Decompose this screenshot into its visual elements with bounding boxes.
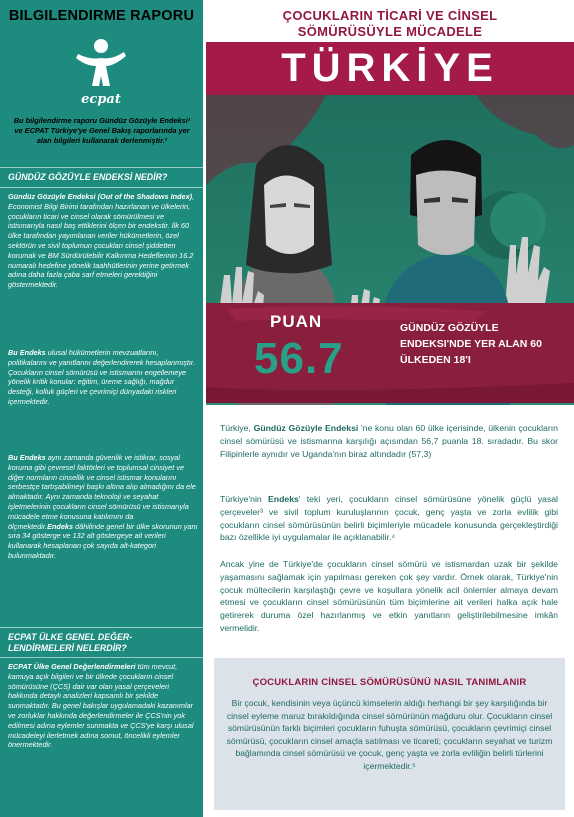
main-p1-b: 'ne konu olan 60 ülke içerisinde, ülkenin çocukların cinsel sömürüsü ve istismarına karşılığı açısından 56,7 puanla 18. sıradadır. Bu skor Filipinlerle aynıdır ve Uganda'nın biraz altındadır (57,3) <box>220 423 559 459</box>
section1-p1-bold: Gündüz Gözüyle Endeksi (Out of the Shadows Index) <box>8 192 193 201</box>
section1-p3-text-2: dâhilinde genel bir ülke skorunun yanı sıra 34 gösterge ve 132 alt göstergeye ait verileri kullanarak hesaplanan çok sayıda alt-kategori bulunmaktadır. <box>8 521 198 560</box>
section2-p1-text: tüm mevcut, kamuya açık bilgileri ve bir ülkede çocukların cinsel sömürüsüne (ÇCS) dair var olan yasal çerçeveleri hakkında detaylı analizleri kapsamlı bir şekilde sunmaktadır. Bu genel bakışlar uygulamadaki kazanımlar ve zorluklar hakkında değerlendirmeler ile ÇCS'nin yok edilmesi adına eylemler sunmakta ve ÇCS'ye karşı ulusal mücadeleyi ilerletmek adına somut, öncelikli eylemler önermektedir. <box>8 662 194 750</box>
main-p2-a: Türkiye'nin <box>220 494 268 504</box>
sidebar-divider <box>0 187 203 188</box>
section1-paragraph-2 <box>8 348 198 407</box>
score-ranking-note: GÜNDÜZ GÖZÜYLE ENDEKSI'NDE YER ALAN 60 ÜLKEDEN 18'I <box>400 322 542 366</box>
sidebar-intro: Bu bilgilendirme raporu Gündüz Gözüyle Endeksi¹ ve ECPAT Türkiye'ye Genel Bakış raporlarında yer alan bilgileri kullanarak derlenmiştir.² <box>13 116 191 145</box>
section2-p1-bold: ECPAT Ülke Genel Değerlendirmeleri <box>8 662 136 671</box>
report-label: BILGILENDIRME RAPORU <box>8 8 195 24</box>
main-p2-bold: Endeks <box>267 494 299 504</box>
sidebar-divider <box>0 167 203 168</box>
section1-p2-text: ulusal hükümetlerin mevzuatlarını, politikalarını ve yanıtlarını değerlendirerek hesaplanmıştır. Çocukların cinsel sömürüsü ve istismarını engellemeye yönelik kritik konular: eğitim, üreme sağlığı, mağdur desteği, kolluk güçleri ve çevrimiçi dünyadaki riskleri içermektedir. <box>8 348 196 406</box>
sidebar-divider <box>0 657 203 658</box>
score-label: PUAN <box>270 312 323 331</box>
main-p1-a: Türkiye, <box>220 423 254 433</box>
main-p1-bold: Gündüz Gözüyle Endeksi <box>253 423 359 433</box>
section2-paragraph-1 <box>8 662 198 750</box>
sidebar-divider <box>0 627 203 628</box>
section1-heading: GÜNDÜZ GÖZÜYLE ENDEKSİ NEDİR? <box>8 172 168 182</box>
title-line-2: SÖMÜRÜSÜYLE MÜCADELE <box>297 24 483 39</box>
section2-heading: ECPAT ÜLKE GENEL DEĞER-LENDİRMELERİ NELERDİR? <box>8 632 133 653</box>
section1-p3-bold: Bu Endeks <box>8 453 46 462</box>
section1-p2-bold: Bu Endeks <box>8 348 46 357</box>
definition-body: Bir çocuk, kendisinin veya üçüncü kimselerin aldığı herhangi bir şey karşılığında bir cinsel eyleme maruz bırakıldığında cinsel sömürünün mağduru olur. Çocukların cinsel sömürüsünün farklı biçimleri çocukların fuhuşta sömürüsü, çocukların çevrimiçi cinsel sömürüsü, çocukların cinsel amaçla satılması ve ticareti; çocukların seyahat ve turizm bağlamında cinsel sömürüsü ve çocuk, genç yaşta ve zorla evliliğin belirli türlerini içermektedir.⁵ <box>226 698 553 771</box>
main-paragraph-3: Ancak yine de Türkiye'de çocukların cinsel sömürü ve istismardan uzak bir şekilde yaşamasını sağlamak için yapılması gereken çok şey vardır. Örnek olarak, Türkiye'nin çocuk mültecilerin karşılaştığı çevre ve koşullara yönelik acil önlemler almaya devam etmesi ve çocukların cinsel sömürüsünün tüm biçimlerine ait verileri halka açık hale getirerek duruma özel hazırlanmış ve etkin yanıtların geliştirilebilmesine imkân vermelidir. <box>220 559 558 633</box>
score-value: 56.7 <box>254 334 344 383</box>
section1-p1-text: , Economist Bilgi Birimi tarafından hazırlanan ve ülkelerin, çocukların ticari ve cinsel olarak sömürülmesi ve istismarıyla nasıl baş ettiklerini ölçen bir endekstir. İlk 60 ülke tarafından yayımlanan veriler hükümetlerin, özel sektörün ve sivil toplumun çocukları cinsel şiddetten korumak ve BM Sürdürülebilir Kalkınma Hedeflerinin 16.2 numaralı hedefine yönelik taahhütlerinin yerine getirmek adına daha fazla çaba sarf etmeleri gerektiğini göstermektedir. <box>8 192 195 290</box>
page-title <box>206 8 574 40</box>
section1-p3-bold-2: Endeks <box>47 521 74 531</box>
definition-title: ÇOCUKLARIN CİNSEL SÖMÜRÜSÜNÜ NASIL TANIMLANIR <box>252 677 527 688</box>
title-line-1: ÇOCUKLARIN TİCARİ VE CİNSEL <box>282 8 498 23</box>
section1-paragraph-3 <box>8 453 198 561</box>
ecpat-logo-text: ecpat <box>81 92 121 107</box>
section1-p3-text: aynı zamanda güvenlik ve istikrar, sosyal koruma gibi çevresel faktörleri ve toplumsal cinsiyet ve diğer normların cinsellik ve cinsel istismar konularını serbestçe tartışabilmeyi başkı altına alıp almadığını da ele almaktadır. Aynı zamanda teknoloji ve seyahat işletmelerinin çocukların cinsel sömürüsü ve istismarıyla mücadele etme konusuna katılımını da ölçmektedir. <box>8 453 196 531</box>
section1-paragraph-1 <box>8 192 198 290</box>
main-paragraph-1 <box>220 422 558 460</box>
country-name: TÜRKİYE <box>281 46 499 90</box>
main-paragraph-2 <box>220 493 558 544</box>
main-p2-b: ' teki yeri, çocukların cinsel sömürüsüne yönelik güçlü yasal çerçeveler³ ve sivil toplum kuruluşlarının çocuk, genç yaşta ve zorla evlilik gibi çocukların cinsel sömürüsünün belirli biçimleriyle mücadele konusunda gerçekleştirdiği bazı özellikle iyi uygulamalar ile açıklanabilir.⁴ <box>220 494 558 543</box>
